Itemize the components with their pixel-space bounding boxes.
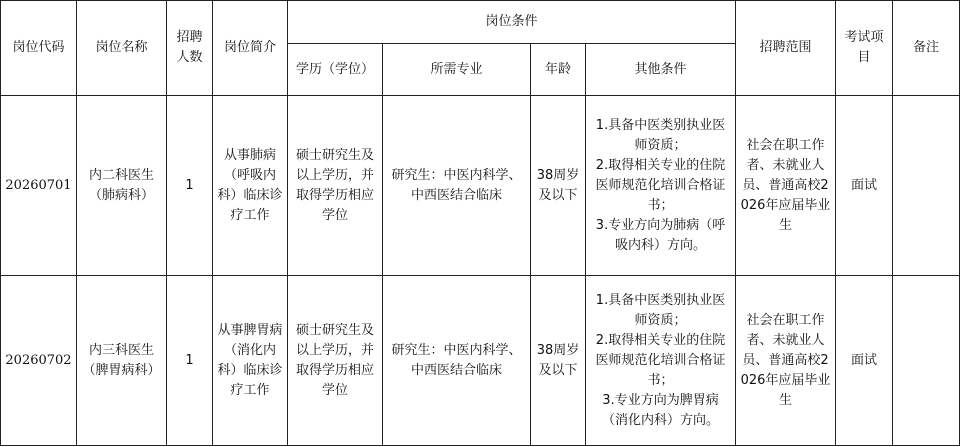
other-condition-line: 2.取得相关专业的住院医师规范化培训合格证书； — [595, 332, 726, 388]
cell-count: 1 — [167, 276, 213, 446]
cell-name: 内三科医生（脾胃病科） — [77, 276, 167, 446]
cell-scope: 社会在职工作者、未就业人员、普通高校2026年应届毕业生 — [736, 96, 836, 276]
cell-exam: 面试 — [836, 96, 893, 276]
cell-scope: 社会在职工作者、未就业人员、普通高校2026年应届毕业生 — [736, 276, 836, 446]
cell-other — [586, 96, 736, 276]
cell-education: 硕士研究生及以上学历，并取得学历相应学位 — [288, 276, 383, 446]
cell-major: 研究生：中医内科学、中西医结合临床 — [383, 276, 531, 446]
header-code: 岗位代码 — [1, 1, 77, 96]
header-row-top — [1, 1, 960, 44]
header-major: 所需专业 — [383, 44, 531, 96]
cell-education: 硕士研究生及以上学历，并取得学历相应学位 — [288, 96, 383, 276]
other-condition-line: 2.取得相关专业的住院医师规范化培训合格证书； — [595, 157, 726, 213]
other-condition-line: 3.专业方向为脾胃病（消化内科）方向。 — [602, 392, 720, 428]
cell-age: 38周岁及以下 — [531, 276, 586, 446]
cell-code: 20260702 — [1, 276, 77, 446]
cell-age: 38周岁及以下 — [531, 96, 586, 276]
cell-code: 20260701 — [1, 96, 77, 276]
header-other: 其他条件 — [586, 44, 736, 96]
other-condition-line: 3.专业方向为肺病（呼吸内科）方向。 — [595, 217, 726, 253]
cell-remark — [893, 276, 960, 446]
cell-count: 1 — [167, 96, 213, 276]
table-row — [1, 276, 960, 446]
header-intro: 岗位简介 — [213, 1, 288, 96]
cell-intro: 从事脾胃病（消化内科）临床诊疗工作 — [213, 276, 288, 446]
table-row — [1, 96, 960, 276]
header-remark: 备注 — [893, 1, 960, 96]
cell-other — [586, 276, 736, 446]
other-condition-line: 1.具备中医类别执业医师资质； — [595, 292, 726, 328]
header-conditions: 岗位条件 — [288, 1, 736, 44]
header-exam: 考试项目 — [836, 1, 893, 96]
other-condition-line: 1.具备中医类别执业医师资质； — [595, 117, 726, 153]
header-scope: 招聘范围 — [736, 1, 836, 96]
cell-major: 研究生：中医内科学、中西医结合临床 — [383, 96, 531, 276]
cell-exam: 面试 — [836, 276, 893, 446]
header-education: 学历（学位） — [288, 44, 383, 96]
header-age: 年龄 — [531, 44, 586, 96]
header-name: 岗位名称 — [77, 1, 167, 96]
cell-intro: 从事肺病（呼吸内科）临床诊疗工作 — [213, 96, 288, 276]
cell-remark — [893, 96, 960, 276]
cell-name: 内二科医生（肺病科） — [77, 96, 167, 276]
header-count: 招聘人数 — [167, 1, 213, 96]
